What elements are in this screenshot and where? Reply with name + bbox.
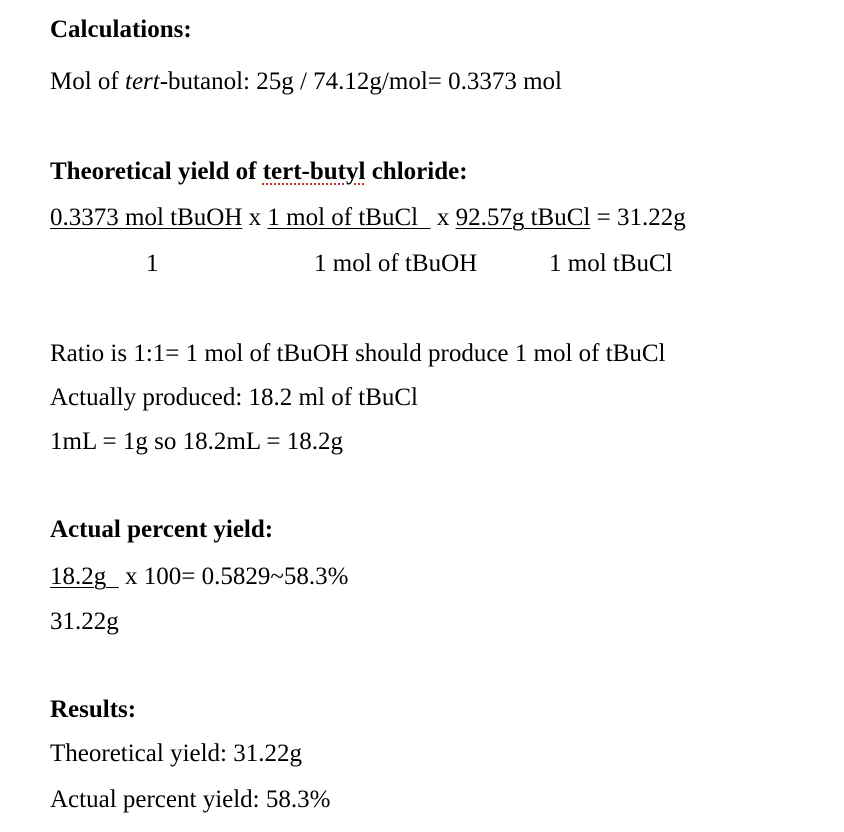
conversion-line: 1mL = 1g so 18.2mL = 18.2g [50,428,344,455]
theoretical-heading-prefix: Theoretical yield of [50,158,263,185]
term3-numerator: 92.57g tBuCl [455,204,591,231]
theoretical-heading-suffix: chloride: [365,158,468,185]
percent-denominator: 31.22g [50,608,119,635]
actually-produced-line: Actually produced: 18.2 ml of tBuCl [50,384,419,411]
percent-equation-rest: x 100= 0.5829~58.3% [125,563,349,590]
term2-denominator: 1 mol of tBuOH [314,250,478,277]
term2-numerator: 1 mol of tBuCl [267,204,419,231]
theoretical-yield-heading [50,156,468,188]
theoretical-equation-numerator-line [50,202,686,234]
mol-line-italic: tert [125,68,160,95]
percent-trailing-underline [106,563,119,590]
calculations-heading: Calculations: [50,16,192,43]
actual-percent-yield-heading: Actual percent yield: [50,516,274,543]
spellcheck-word: tert-butyl [262,158,366,185]
percent-numerator: 18.2g [50,563,107,590]
term1-numerator: 0.3373 mol tBuOH [50,204,243,231]
operator-1: x [242,204,268,231]
results-heading: Results: [50,696,137,723]
percent-equation-line [50,561,348,593]
results-theoretical-yield: Theoretical yield: 31.22g [50,740,303,767]
equation-result: = 31.22g [590,204,686,231]
term1-denominator: 1 [146,250,159,277]
term2-trailing-underline [418,204,431,231]
mol-tert-butanol-line [50,66,562,98]
results-actual-percent-yield: Actual percent yield: 58.3% [50,786,331,813]
term3-denominator: 1 mol tBuCl [549,250,673,277]
operator-2-text: x [436,204,456,231]
ratio-line: Ratio is 1:1= 1 mol of tBuOH should produce 1 mol of tBuCl [50,340,666,367]
mol-line-prefix: Mol of [50,68,125,95]
mol-line-suffix: -butanol: 25g / 74.12g/mol= 0.3373 mol [159,68,563,95]
